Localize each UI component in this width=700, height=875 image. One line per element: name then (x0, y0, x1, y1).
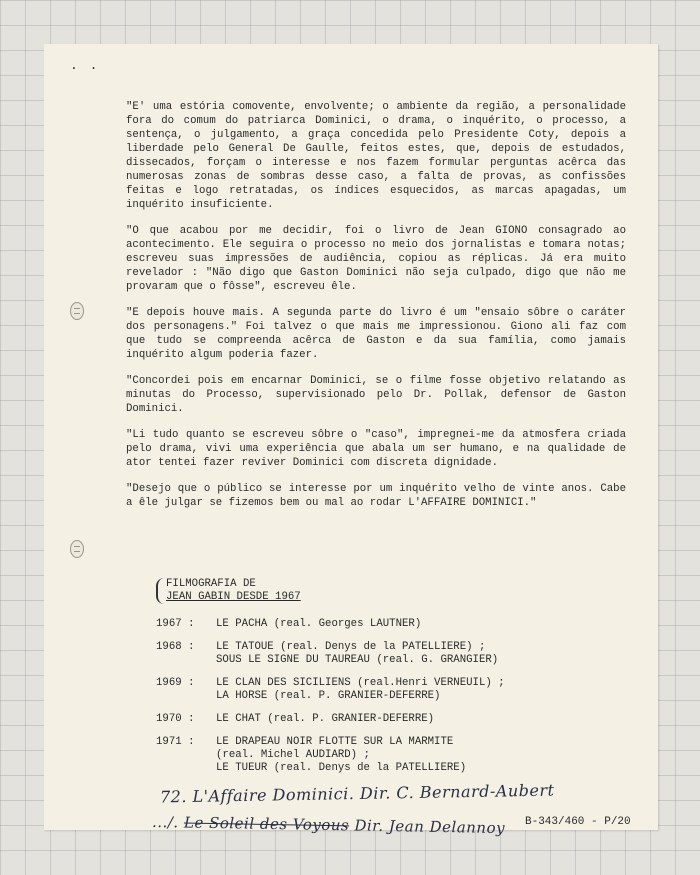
filmography-heading-line1: FILMOGRAFIA DE (166, 578, 256, 590)
paragraph: "E' uma estória comovente, envolvente; o ambiente da região, a personalidade fora do comum do patriarca Dominici, o drama, o inquérito, o processo, a sentença, o julgamento, a graça concedida pelo Presidente Coty, depois a liberdade pelo General De Gaulle, feitos estes, que, depois de estudados, dissecados, forçam o interesse e nos fazem formular perguntas acêrca das numerosas zonas de sombras desse caso, a falta de provas, as confissões feitas e logo retratadas, os índices esquecidos, as marcas apagadas, um inquérito insuficiente. (126, 101, 626, 211)
filmography-entry (156, 677, 596, 703)
punch-hole-icon (70, 540, 84, 558)
film-titles: LE PACHA (real. Georges LAUTNER) (216, 618, 422, 630)
filmography-heading (156, 578, 301, 604)
paragraph: "E depois houve mais. A segunda parte do livro é um "ensaio sôbre o caráter dos personagens." Foi talvez o que mais me impressionou. Giono ali faz com que tudo se compreenda acêrca de Gaston e da sua família, como jamais inquérito algum poderia fazer. (126, 307, 626, 361)
filmography-entry (156, 641, 596, 667)
film-titles: LE CLAN DES SICILIENS (real.Henri VERNEUIL) ; LA HORSE (real. P. GRANIER-DEFERRE) (216, 677, 505, 702)
filmography-heading-line2: JEAN GABIN DESDE 1967 (166, 591, 301, 603)
filmography-entry (156, 736, 596, 775)
film-year: 1967 : (156, 618, 195, 630)
handwritten-annotation-2 (152, 813, 505, 837)
handwritten-annotation: 72. L'Affaire Dominici. Dir. C. Bernard-Aubert (159, 780, 555, 807)
handwritten-struck-title: Le Soleil des Voyous (183, 813, 350, 835)
document-page (44, 44, 658, 838)
interview-text (126, 100, 626, 522)
paragraph: "Concordei pois em encarnar Dominici, se o filme fosse objetivo relatando as minutas do Processo, supervisionado pelo Dr. Pollak, defensor de Gaston Dominici. (126, 375, 626, 415)
film-year: 1970 : (156, 713, 195, 725)
film-year: 1971 : (156, 736, 195, 748)
reference-number: B-343/460 - P/20 (525, 816, 631, 828)
film-year: 1968 : (156, 641, 195, 653)
paragraph: "O que acabou por me decidir, foi o livro de Jean GIONO consagrado ao acontecimento. Ele seguira o processo no meio dos jornalistas e tomara notas; escreveu suas impressões de audiência, copiou as réplicas. Já era muito revelador : "Não digo que Gaston Dominici não seja culpado, digo que não me provaram que o fôsse", escreveu êle. (126, 225, 626, 293)
film-titles: LE DRAPEAU NOIR FLOTTE SUR LA MARMITE (real. Michel AUDIARD) ; LE TUEUR (real. Denys de la PATELLIERE) (216, 736, 467, 774)
film-titles: LE CHAT (real. P. GRANIER-DEFERRE) (216, 713, 435, 725)
filmography-entry (156, 713, 596, 726)
filmography-entry (156, 618, 596, 631)
film-titles: LE TATOUE (real. Denys de la PATELLIERE) ; SOUS LE SIGNE DU TAUREAU (real. G. GRANGIER) (216, 641, 499, 666)
punch-hole-icon (70, 302, 84, 320)
paragraph: "Li tudo quanto se escreveu sôbre o "caso", impregnei-me da atmosfera criada pelo drama, vivi uma experiência que abala um ser humano, e na qualidade de ator tentei fazer reviver Dominici com discreta dignidade. (126, 429, 626, 469)
corner-mark: . . (70, 58, 100, 73)
film-year: 1969 : (156, 677, 195, 689)
handwritten-prefix: .../. (151, 812, 179, 832)
filmography-list (156, 618, 596, 785)
handwritten-suffix: Dir. Jean Delannoy (354, 816, 506, 838)
paragraph: "Desejo que o público se interesse por um inquérito velho de vinte anos. Cabe a êle julgar se fizemos bem ou mal ao rodar L'AFFAIRE DOMINICI." (126, 483, 626, 509)
